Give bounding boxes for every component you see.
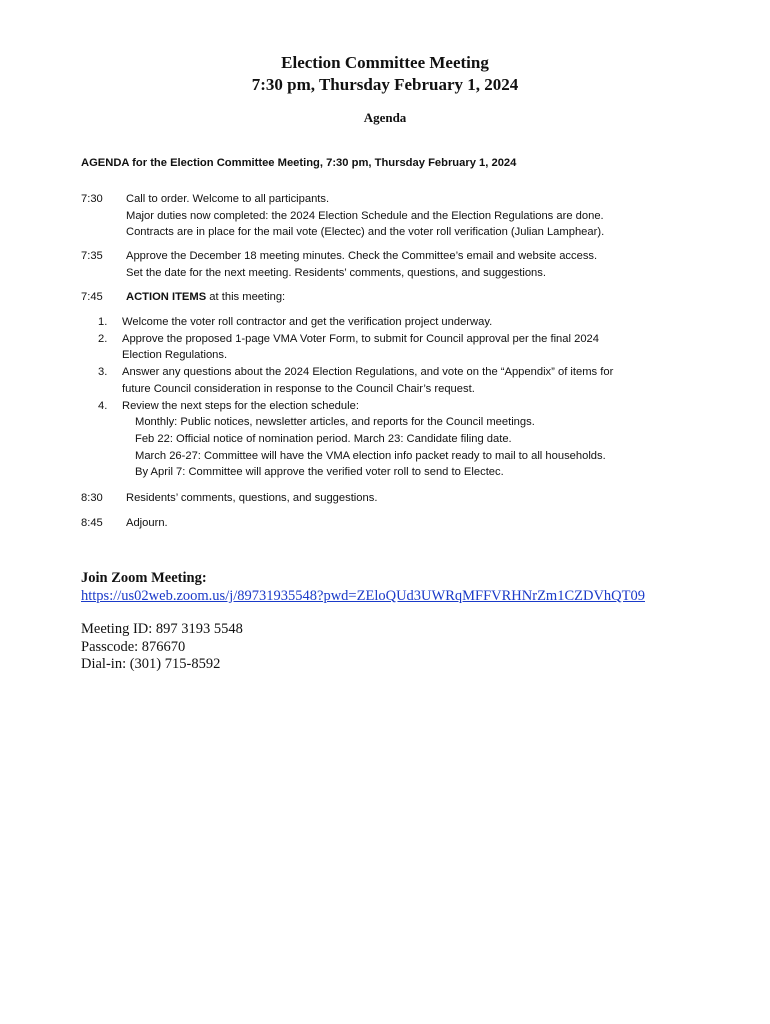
list-text: future Council consideration in response to the Council Chair’s request. (122, 382, 475, 395)
schedule-line: Feb 22: Official notice of nomination period. March 23: Candidate filing date. (135, 432, 512, 445)
agenda-text: Call to order. Welcome to all participants. (126, 193, 330, 205)
dial-in: Dial-in: (301) 715-8592 (81, 656, 221, 672)
list-number: 4. (98, 399, 108, 412)
list-text: Approve the proposed 1-page VMA Voter Form, to submit for Council approval per the final 2024 (122, 332, 599, 345)
passcode: Passcode: 876670 (81, 638, 186, 655)
list-item (81, 364, 701, 397)
list-number: 3. (98, 366, 108, 379)
page-title-date: 7:30 pm, Thursday February 1, 2024 (251, 75, 519, 94)
agenda-text: Major duties now completed: the 2024 Election Schedule and the Election Regulations are done. (126, 209, 604, 222)
agenda-heading: AGENDA for the Election Committee Meeting, 7:30 pm, Thursday February 1, 2024 (81, 157, 517, 169)
list-text: Election Regulations. (122, 349, 228, 362)
meeting-info (81, 621, 243, 674)
action-items-label: ACTION ITEMS (126, 291, 207, 303)
agenda-time: 8:30 (81, 492, 103, 504)
page-title: Election Committee Meeting (281, 53, 489, 72)
meeting-id: Meeting ID: 897 3193 5548 (81, 621, 243, 637)
action-items-list (81, 314, 701, 481)
agenda-text: Residents’ comments, questions, and suggestions. (126, 492, 378, 504)
agenda-time: 7:45 (81, 291, 103, 303)
list-text: Answer any questions about the 2024 Election Regulations, and vote on the “Appendix” of items for (122, 366, 614, 379)
list-number: 2. (98, 332, 108, 345)
list-item (81, 314, 701, 331)
action-items-rest: at this meeting: (206, 291, 286, 303)
list-number: 1. (98, 316, 108, 328)
schedule-line: By April 7: Committee will approve the verified voter roll to send to Electec. (135, 466, 504, 479)
agenda-text (126, 289, 701, 306)
list-item (81, 398, 701, 482)
agenda-text: Adjourn. (126, 517, 168, 529)
agenda-text: Set the date for the next meeting. Residents’ comments, questions, and suggestions. (126, 266, 546, 279)
agenda-time: 8:45 (81, 517, 103, 529)
zoom-meeting-link[interactable]: https://us02web.zoom.us/j/89731935548?pwd=ZEloQUd3UWRqMFFVRHNrZm1CZDVhQT09 (81, 588, 645, 604)
list-text: Review the next steps for the election schedule: (122, 399, 359, 412)
schedule-line: March 26-27: Committee will have the VMA election info packet ready to mail to all households. (135, 449, 606, 462)
list-text: Welcome the voter roll contractor and get the verification project underway. (122, 316, 493, 328)
agenda-time: 7:35 (81, 250, 103, 262)
agenda-time: 7:30 (81, 193, 103, 205)
agenda-text: Approve the December 18 meeting minutes. Check the Committee’s email and website access. (126, 250, 598, 262)
schedule-line: Monthly: Public notices, newsletter articles, and reports for the Council meetings. (135, 416, 535, 429)
agenda-text: Contracts are in place for the mail vote (Electec) and the voter roll verification (Julian Lamphear). (126, 226, 605, 239)
agenda-subtitle: Agenda (363, 110, 407, 125)
zoom-heading: Join Zoom Meeting: (81, 570, 207, 586)
list-item (81, 331, 701, 364)
